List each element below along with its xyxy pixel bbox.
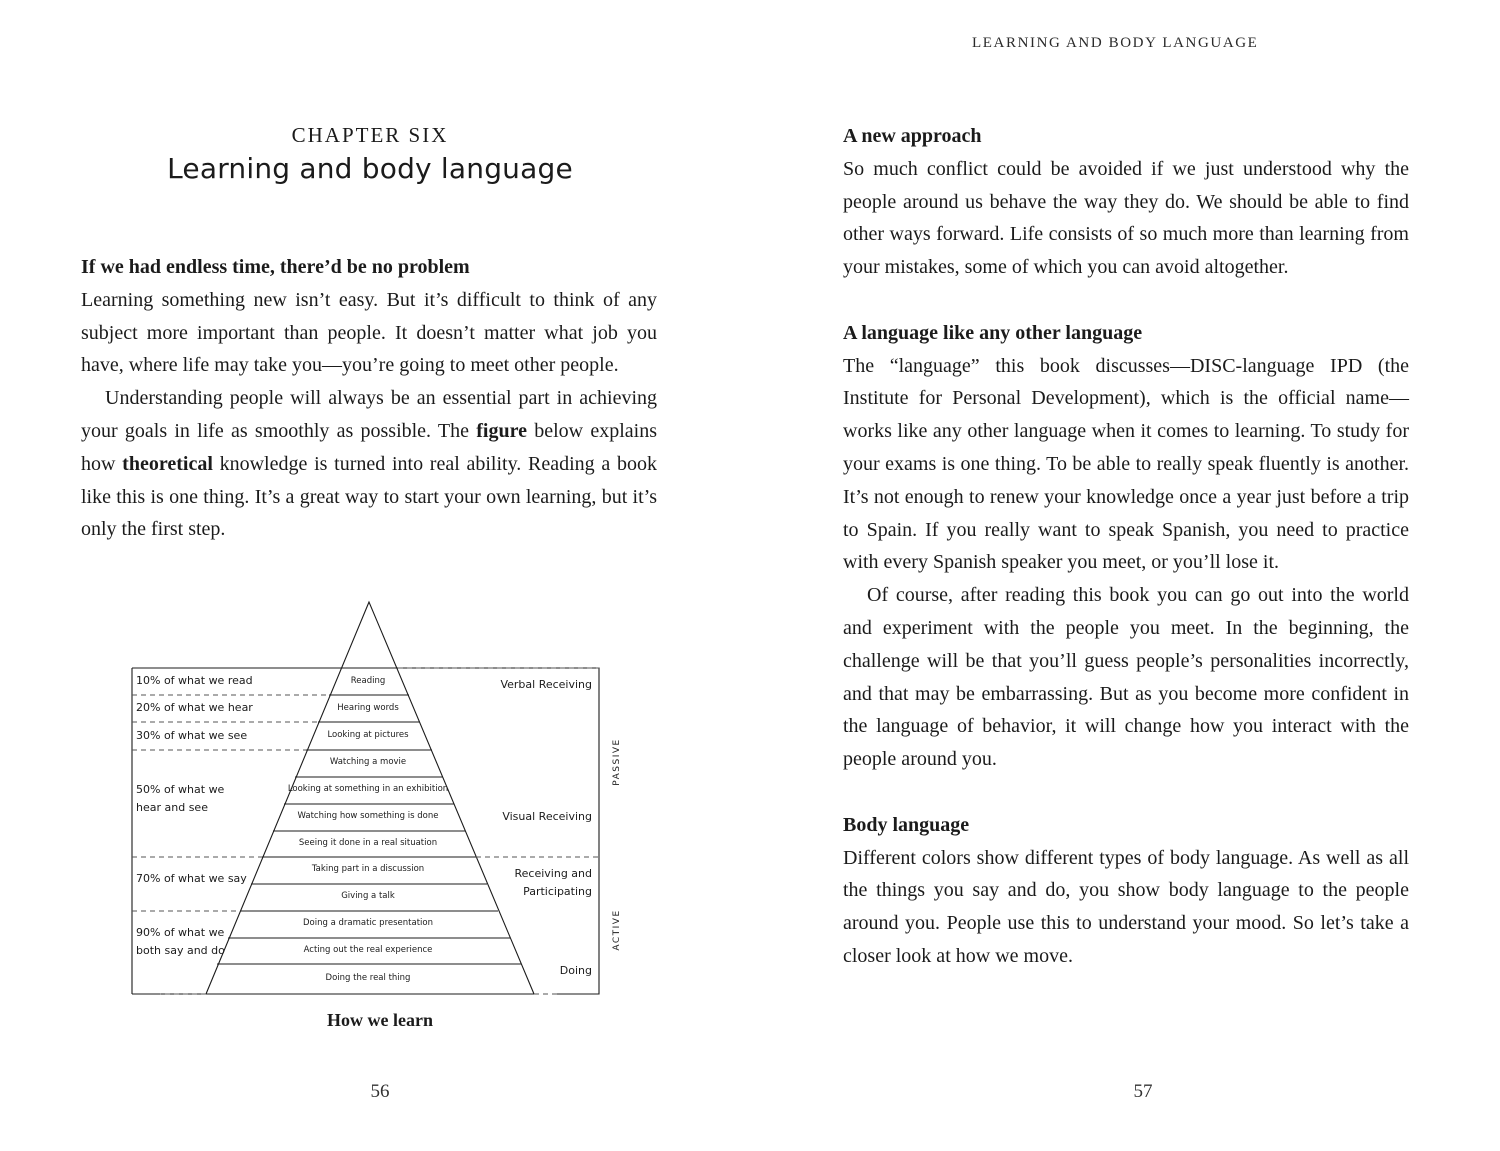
running-head: LEARNING AND BODY LANGUAGE xyxy=(972,35,1259,51)
pyramid-step-label: Watching how something is done xyxy=(297,811,439,821)
section-heading: Body language xyxy=(843,813,970,836)
pyramid-step-label: Looking at pictures xyxy=(327,730,409,740)
paragraph: Learning something new isn’t easy. But it’s difficult to think of any subject more important than people. It doesn’t matter what job you have, where life may take you—you’re going to meet other people. xyxy=(81,288,657,377)
retention-label: 50% of what we hear and see xyxy=(136,783,225,814)
left-body xyxy=(81,251,657,546)
section-heading: A language like any other language xyxy=(843,321,1143,344)
active-side-label: ACTIVE xyxy=(612,909,622,951)
bold-term: figure xyxy=(476,419,527,442)
bold-term: theoretical xyxy=(122,452,213,475)
pyramid-step-label: Looking at something in an exhibition xyxy=(287,784,449,794)
pyramid-step-label: Acting out the real experience xyxy=(303,945,433,955)
mode-label: Doing xyxy=(559,964,592,977)
pyramid-step-label: Hearing words xyxy=(337,703,399,713)
mode-label: Verbal Receiving xyxy=(500,678,592,691)
chapter-label: CHAPTER SIX xyxy=(291,123,449,147)
learning-pyramid-figure xyxy=(120,596,620,1016)
paragraph-text: Understanding people will always be an essential part in achieving your goals in life as smoothly as possible. The xyxy=(81,387,657,442)
pyramid-step-label: Doing a dramatic presentation xyxy=(303,918,433,928)
mode-label: Visual Receiving xyxy=(502,810,592,823)
page-number: 56 xyxy=(370,1081,390,1102)
section-heading: A new approach xyxy=(843,125,982,147)
paragraph-text: knowledge is turned into real ability. Reading a book like this is one thing. It’s a great way to start your own learning, but it’s only the first step. xyxy=(81,452,657,541)
paragraph: Different colors show different types of body language. As well as all the things you say and do, you show body language to the people around you. People use this to understand your mood. So let’s take a closer look at how we move. xyxy=(843,846,1409,967)
figure-caption: How we learn xyxy=(327,1010,433,1030)
retention-label: 30% of what we see xyxy=(136,729,248,742)
pyramid-step-label: Seeing it done in a real situation xyxy=(298,838,438,848)
section-gap xyxy=(843,776,1409,809)
mode-label: Receiving and Participating xyxy=(514,867,592,898)
paragraph: So much conflict could be avoided if we just understood why the people around us behave the way they do. We should be able to find other ways forward. Life consists of so much more than learning from your mistakes, some of which you can avoid altogether. xyxy=(843,157,1409,279)
retention-label: 70% of what we say xyxy=(136,872,247,885)
pyramid-outline xyxy=(206,602,534,994)
chapter-title: Learning and body language xyxy=(167,152,573,185)
retention-label: 90% of what we both say and do xyxy=(136,926,225,957)
right-body xyxy=(843,120,1409,973)
pyramid-step-label: Giving a talk xyxy=(341,891,395,901)
pyramid-step-label: Taking part in a discussion xyxy=(311,864,425,874)
paragraph: Of course, after reading this book you can go out into the world and experiment with the people you meet. In the beginning, the challenge will be that you’ll guess people’s personalities incorrectly, and that may be embarrassing. But as you become more confident in the language of behavior, it will change how you interact with the people around you. xyxy=(843,584,1409,771)
retention-label: 10% of what we read xyxy=(136,674,253,687)
page-number: 57 xyxy=(1133,1081,1153,1102)
pyramid-step-label: Watching a movie xyxy=(329,757,407,767)
paragraph xyxy=(81,382,657,546)
paragraph-text: below explains how xyxy=(81,419,657,475)
section-heading: If we had endless time, there’d be no problem xyxy=(81,256,470,278)
right-page xyxy=(750,0,1500,1151)
pyramid-step-label: Doing the real thing xyxy=(325,973,411,983)
retention-label: 20% of what we hear xyxy=(136,701,253,714)
pyramid-step-label: Reading xyxy=(350,676,386,686)
section-gap xyxy=(843,284,1409,317)
paragraph: The “language” this book discusses—DISC-language IPD (the Institute for Personal Development), which is the official name—works like any other language when it comes to learning. To study for your exams is one thing. To be able to really speak fluently is another. It’s not enough to renew your knowledge once a year just before a trip to Spain. If you really want to speak Spanish, you need to practice with every Spanish speaker you meet, or you’ll lose it. xyxy=(843,354,1409,574)
passive-side-label: PASSIVE xyxy=(612,738,622,786)
